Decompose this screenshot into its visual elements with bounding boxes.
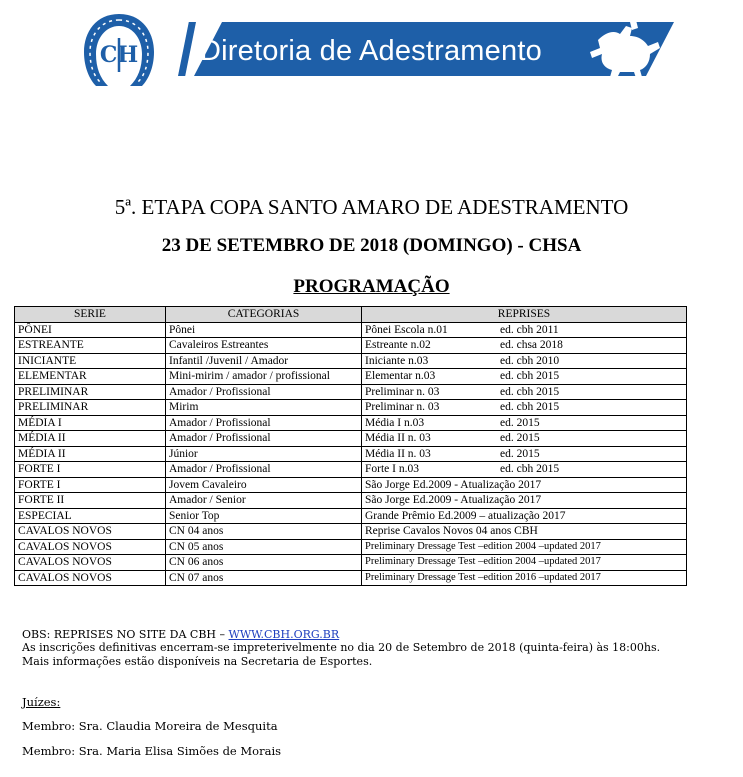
cell-serie: FORTE I <box>15 477 166 493</box>
reprise-name: Elementar n.03 <box>365 370 436 382</box>
cell-serie: ESPECIAL <box>15 508 166 524</box>
reprise-name: Estreante n.02 <box>365 339 431 351</box>
cell-reprise <box>362 353 687 369</box>
reprise-edition: ed. cbh 2011 <box>500 323 559 336</box>
section-title: PROGRAMAÇÃO <box>293 276 450 297</box>
cell-reprise <box>362 570 687 586</box>
cell-serie: PÔNEI <box>15 322 166 338</box>
cell-categoria: CN 04 anos <box>166 524 362 540</box>
table-row <box>15 322 687 338</box>
table-row <box>15 384 687 400</box>
judges-heading: Juízes: <box>22 695 61 709</box>
cell-serie: MÉDIA II <box>15 431 166 447</box>
cell-serie: PRELIMINAR <box>15 400 166 416</box>
reprise-name: Grande Prêmio Ed.2009 – atualização 2017 <box>365 509 566 522</box>
cell-serie: PRELIMINAR <box>15 384 166 400</box>
reprise-name: Preliminar n. 03 <box>365 385 440 398</box>
cell-categoria: Jovem Cavaleiro <box>166 477 362 493</box>
cell-categoria: Amador / Profissional <box>166 462 362 478</box>
cell-reprise <box>362 462 687 478</box>
table-row <box>15 338 687 354</box>
reprise-name: Média II n. 03 <box>365 432 431 444</box>
table-header-row <box>15 307 687 323</box>
header-categorias: CATEGORIAS <box>166 307 362 323</box>
cell-serie: MÉDIA II <box>15 446 166 462</box>
reprise-name: Reprise Cavalos Novos 04 anos CBH <box>365 525 538 537</box>
judge-member-2: Membro: Sra. Maria Elisa Simões de Morais <box>22 744 282 758</box>
cbh-website-link[interactable]: WWW.CBH.ORG.BR <box>228 628 340 641</box>
event-title: 5ª. ETAPA COPA SANTO AMARO DE ADESTRAMENTO <box>114 195 629 219</box>
cell-reprise <box>362 400 687 416</box>
cbh-horseshoe-logo-icon <box>78 10 160 90</box>
cell-serie: FORTE I <box>15 462 166 478</box>
header-reprises: REPRISES <box>362 307 687 323</box>
cell-reprise <box>362 338 687 354</box>
banner-stripe <box>178 22 196 76</box>
reprise-name: Preliminary Dressage Test –edition 2016 –updated 2017 <box>365 571 601 583</box>
svg-text:CH: CH <box>99 42 139 68</box>
cell-categoria: Mirim <box>166 400 362 416</box>
cell-serie: ELEMENTAR <box>15 369 166 385</box>
cell-serie: CAVALOS NOVOS <box>15 570 166 586</box>
cell-reprise <box>362 493 687 509</box>
cell-serie: ESTREANTE <box>15 338 166 354</box>
reprise-edition: ed. cbh 2015 <box>500 463 560 475</box>
cell-reprise <box>362 555 687 571</box>
cell-categoria: Infantil /Juvenil / Amador <box>166 353 362 369</box>
registration-note: As inscrições definitivas encerram-se impreterivelmente no dia 20 de Setembro de 2018 (quinta-feira) às 18:00hs. Mais informações estão disponíveis na Secretaria de Esportes. <box>22 641 661 668</box>
reprise-edition: ed. cbh 2010 <box>500 354 560 367</box>
reprise-name: São Jorge Ed.2009 - Atualização 2017 <box>365 494 542 506</box>
cell-reprise <box>362 384 687 400</box>
reprise-name: São Jorge Ed.2009 - Atualização 2017 <box>365 478 542 491</box>
cell-serie: INICIANTE <box>15 353 166 369</box>
table-row <box>15 555 687 571</box>
cell-categoria: CN 05 anos <box>166 539 362 555</box>
reprise-name: Preliminary Dressage Test –edition 2004 –updated 2017 <box>365 556 601 567</box>
reprise-edition: ed. cbh 2015 <box>500 385 560 398</box>
reprise-name: Média I n.03 <box>365 416 425 429</box>
table-row <box>15 539 687 555</box>
obs-label: OBS: REPRISES NO SITE DA CBH – <box>22 628 229 641</box>
cell-reprise <box>362 322 687 338</box>
programme-table <box>14 306 687 586</box>
cell-reprise <box>362 369 687 385</box>
table-row <box>15 446 687 462</box>
cell-categoria: Senior Top <box>166 508 362 524</box>
reprise-name: Pônei Escola n.01 <box>365 323 448 336</box>
cell-categoria: Mini-mirim / amador / profissional <box>166 369 362 385</box>
table-row <box>15 524 687 540</box>
cell-categoria: CN 06 anos <box>166 555 362 571</box>
reprise-name: Média II n. 03 <box>365 447 431 460</box>
cell-categoria: Amador / Profissional <box>166 431 362 447</box>
reprise-name: Preliminar n. 03 <box>365 401 440 413</box>
cell-reprise <box>362 477 687 493</box>
cell-categoria: CN 07 anos <box>166 570 362 586</box>
event-date: 23 DE SETEMBRO DE 2018 (DOMINGO) - CHSA <box>161 235 582 256</box>
reprise-edition: ed. cbh 2015 <box>500 401 560 413</box>
table-row <box>15 508 687 524</box>
table-row <box>15 462 687 478</box>
table-row <box>15 570 687 586</box>
cell-categoria: Cavaleiros Estreantes <box>166 338 362 354</box>
cell-categoria: Júnior <box>166 446 362 462</box>
cell-categoria: Amador / Profissional <box>166 415 362 431</box>
cell-serie: CAVALOS NOVOS <box>15 524 166 540</box>
table-row <box>15 477 687 493</box>
reprise-edition: ed. cbh 2015 <box>500 370 560 382</box>
judge-member-1: Membro: Sra. Claudia Moreira de Mesquita <box>22 719 278 733</box>
cell-reprise <box>362 431 687 447</box>
table-row <box>15 493 687 509</box>
cell-reprise <box>362 446 687 462</box>
table-row <box>15 369 687 385</box>
cell-serie: CAVALOS NOVOS <box>15 555 166 571</box>
cell-serie: FORTE II <box>15 493 166 509</box>
table-row <box>15 353 687 369</box>
cell-reprise <box>362 508 687 524</box>
dressage-horse-rider-icon <box>580 18 670 88</box>
reprise-name: Preliminary Dressage Test –edition 2004 –updated 2017 <box>365 540 601 552</box>
table-row <box>15 415 687 431</box>
table-row <box>15 431 687 447</box>
table-row <box>15 400 687 416</box>
cell-categoria: Amador / Profissional <box>166 384 362 400</box>
cell-serie: CAVALOS NOVOS <box>15 539 166 555</box>
reprise-name: Iniciante n.03 <box>365 354 429 367</box>
reprise-edition: ed. 2015 <box>500 447 540 460</box>
header-serie: SERIE <box>15 307 166 323</box>
cell-reprise <box>362 415 687 431</box>
cell-reprise <box>362 524 687 540</box>
reprise-name: Forte I n.03 <box>365 463 419 475</box>
header-banner <box>74 8 674 88</box>
banner-title: Diretoria de Adestramento <box>200 35 542 67</box>
reprise-edition: ed. 2015 <box>500 416 540 429</box>
cell-categoria: Amador / Senior <box>166 493 362 509</box>
cell-categoria: Pônei <box>166 322 362 338</box>
reprise-edition: ed. chsa 2018 <box>500 339 563 351</box>
reprise-edition: ed. 2015 <box>500 432 540 444</box>
obs-line <box>22 628 339 641</box>
cell-serie: MÉDIA I <box>15 415 166 431</box>
cell-reprise <box>362 539 687 555</box>
